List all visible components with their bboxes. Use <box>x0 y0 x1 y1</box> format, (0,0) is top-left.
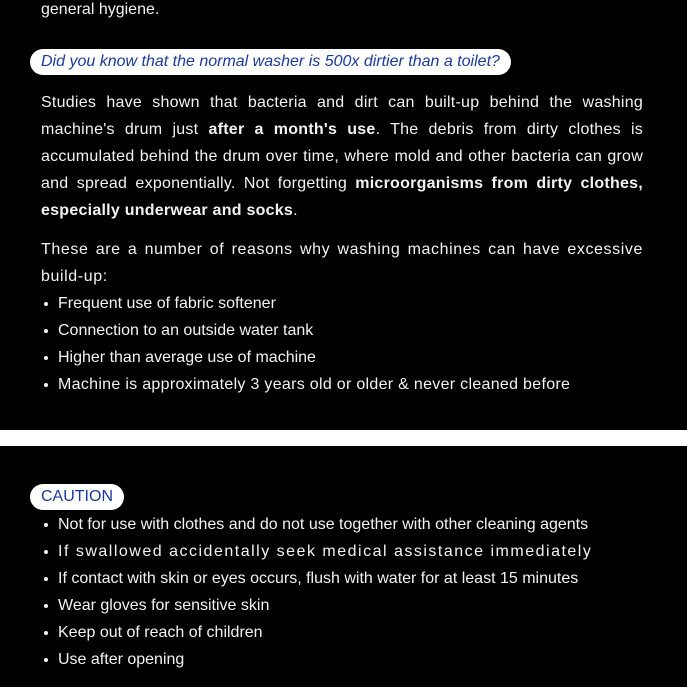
list-item: Frequent use of fabric softener <box>41 290 645 317</box>
list-item: Not for use with clothes and do not use together with other cleaning agents <box>41 511 645 538</box>
bacteria-paragraph <box>41 89 643 224</box>
reasons-list <box>41 290 645 398</box>
para1-text-3: . <box>293 202 298 219</box>
intro-tail-text: general hygiene. <box>41 1 160 18</box>
question-pill: Did you know that the normal washer is 500x dirtier than a toilet? <box>30 49 511 75</box>
section-divider <box>0 430 687 446</box>
list-item: Machine is approximately 3 years old or older & never cleaned before <box>41 371 645 398</box>
caution-pill: CAUTION <box>30 484 124 510</box>
list-item: If contact with skin or eyes occurs, flush with water for at least 15 minutes <box>41 565 645 592</box>
list-item: Use after opening <box>41 646 645 673</box>
reasons-intro: These are a number of reasons why washing machines can have excessive build-up: <box>41 241 643 285</box>
para1-text-1: Studies have shown that bacteria and dirt can built-up behind the washing machine's drum just <box>41 94 643 138</box>
para1-text-2: . The debris from dirty clothes is accumulated behind the drum over time, where mold and other bacteria can grow and spread exponentially. Not forgetting <box>41 121 644 192</box>
list-item: Higher than average use of machine <box>41 344 645 371</box>
list-item: Keep out of reach of children <box>41 619 645 646</box>
para1-bold-1: after a month's use <box>208 121 376 138</box>
list-item: Wear gloves for sensitive skin <box>41 592 645 619</box>
list-item: Connection to an outside water tank <box>41 317 645 344</box>
para1-bold-2: microorganisms from dirty clothes, especially underwear and socks <box>41 175 643 219</box>
list-item: If swallowed accidentally seek medical assistance immediately <box>41 538 645 565</box>
caution-list <box>41 511 645 673</box>
